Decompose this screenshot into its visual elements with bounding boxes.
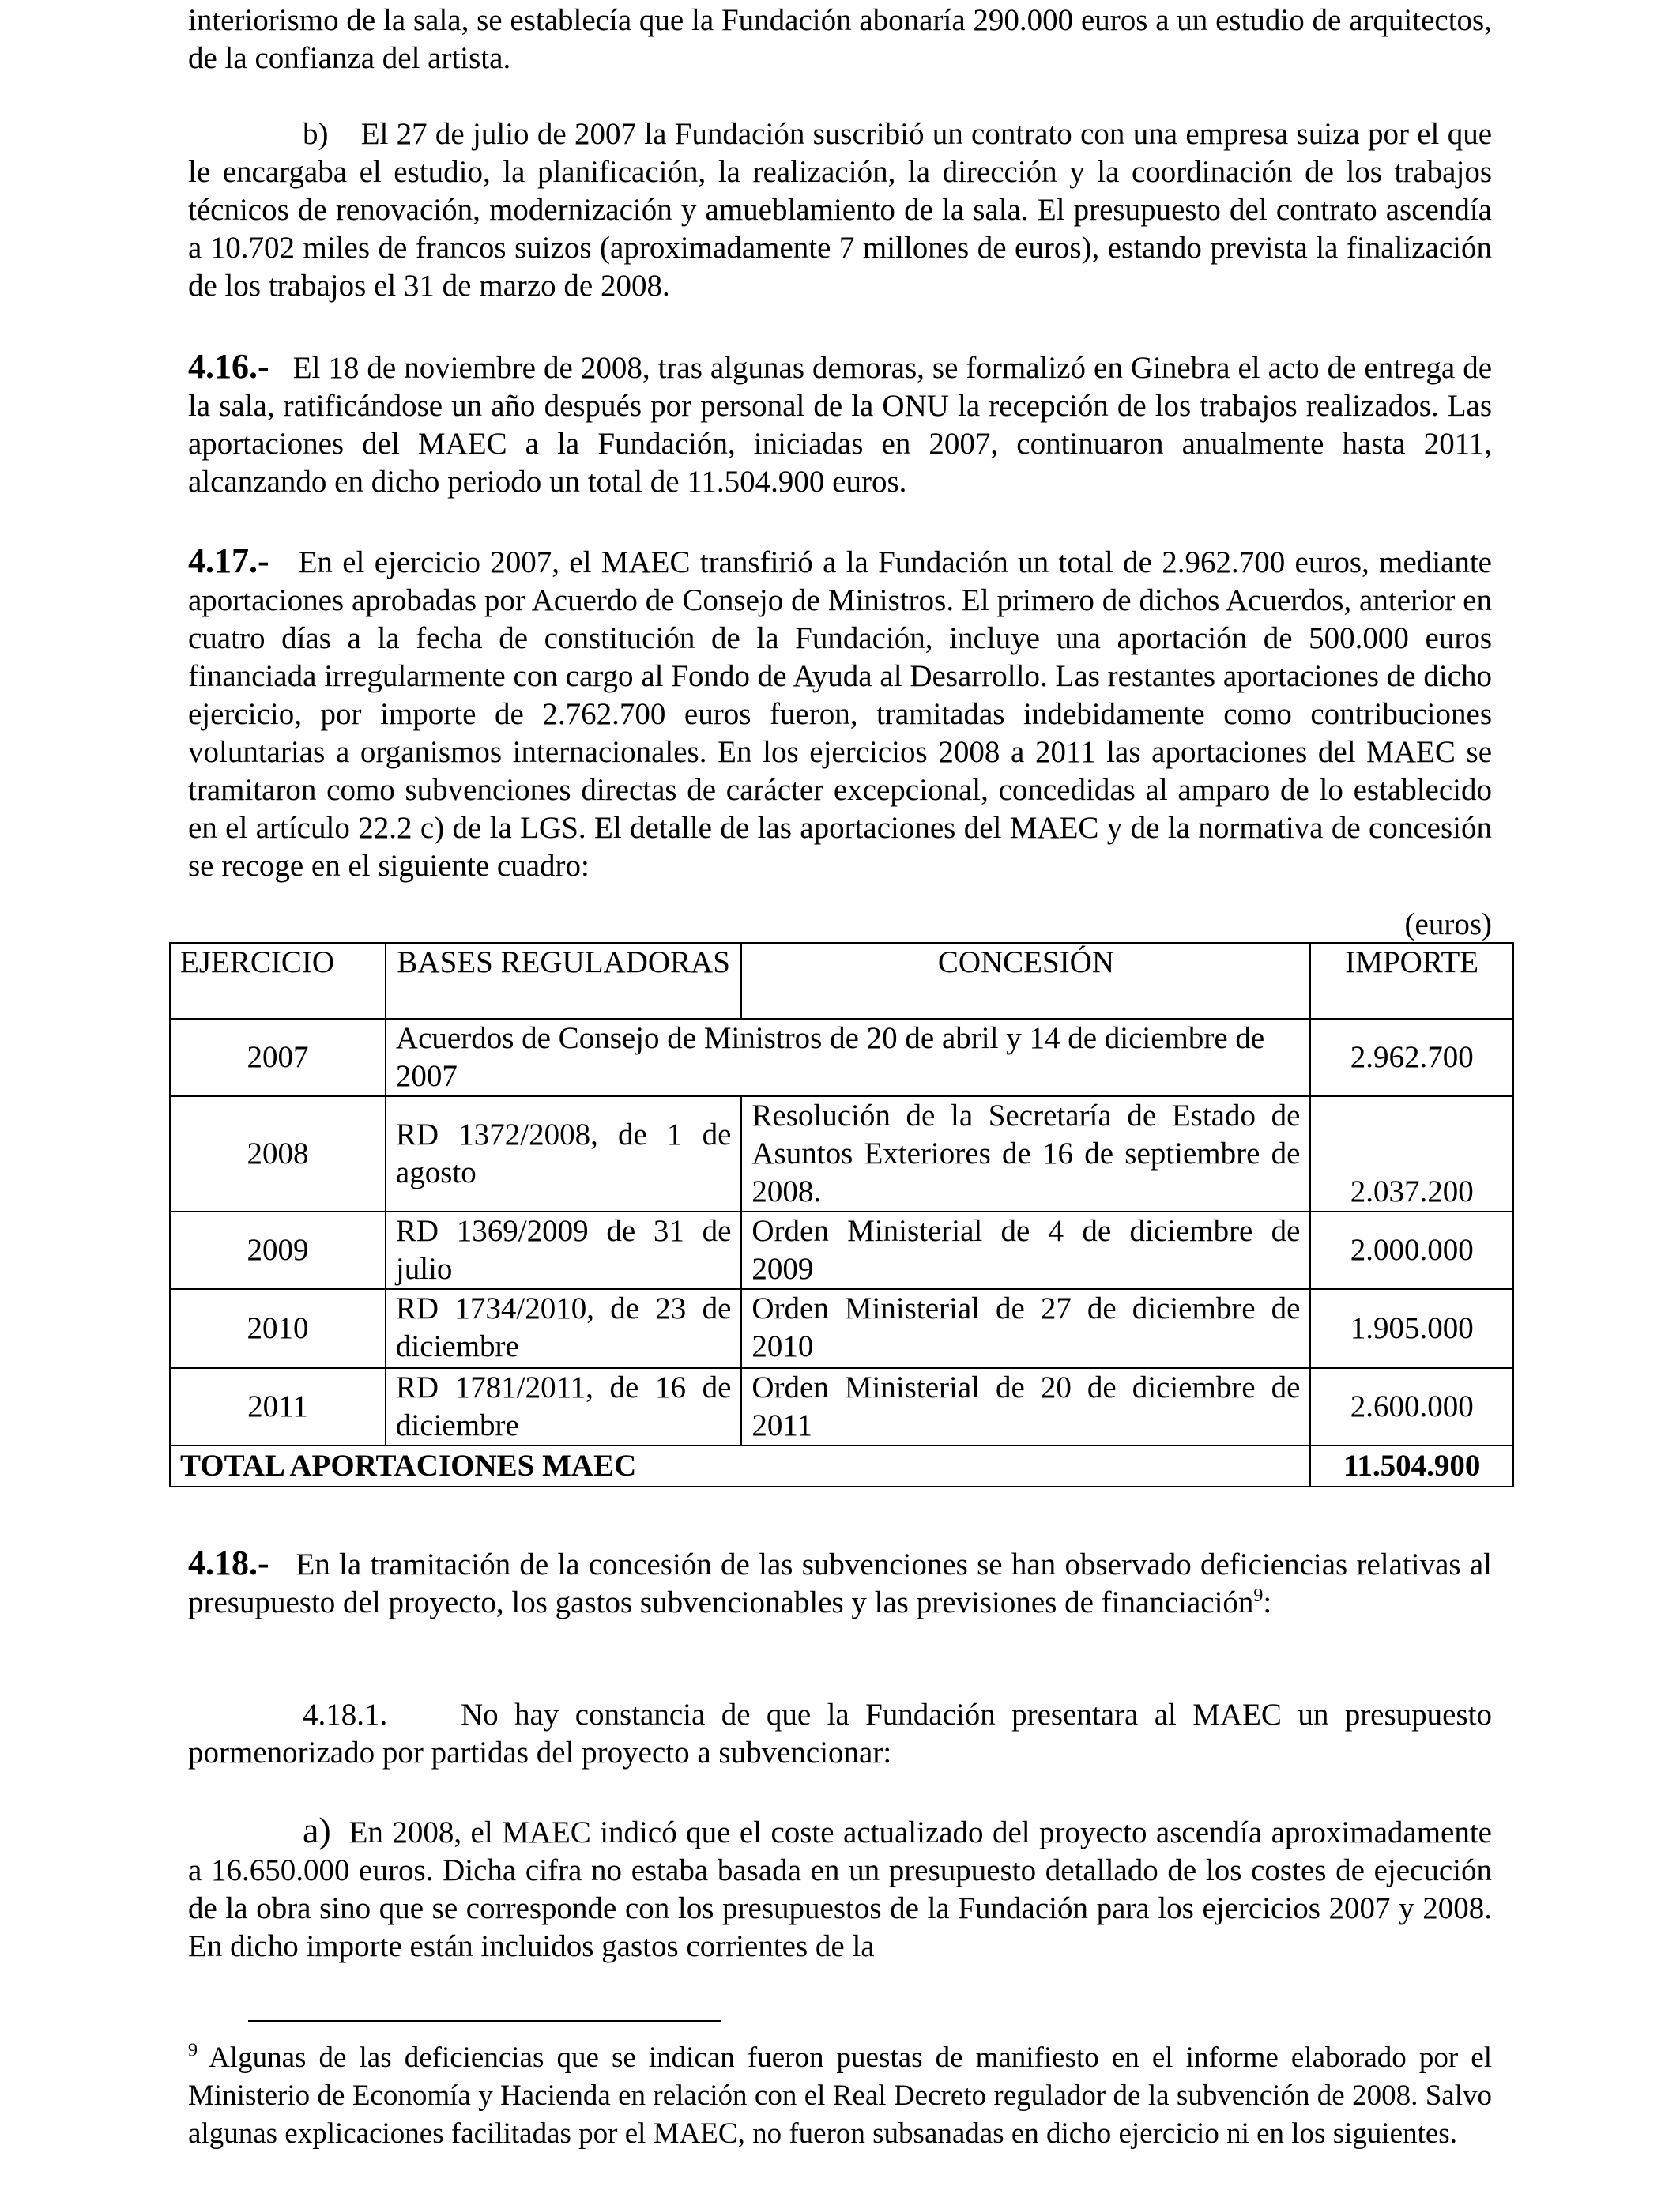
table-row xyxy=(170,1289,1513,1368)
cell-bases: RD 1781/2011, de 16 de diciembre xyxy=(386,1368,741,1446)
cell-bases-concesion: Acuerdos de Consejo de Ministros de 20 de abril y 14 de diciembre de 2007 xyxy=(386,1019,1311,1096)
cell-bases: RD 1734/2010, de 23 de diciembre xyxy=(386,1289,741,1368)
cell-amount: 1.905.000 xyxy=(1310,1289,1513,1368)
cell-amount: 2.000.000 xyxy=(1310,1212,1513,1289)
section-4-17 xyxy=(188,542,1492,885)
footnote-separator xyxy=(248,2020,721,2022)
cell-concesion: Resolución de la Secretaría de Estado de Asuntos Exteriores de 16 de septiembre de 2008. xyxy=(741,1096,1310,1212)
cell-amount: 2.962.700 xyxy=(1310,1019,1513,1096)
section-number: 4.17.- xyxy=(188,541,269,580)
section-text: En la tramitación de la concesión de las subvenciones se han observado deficiencias relativas al presupuesto del proyecto, los gastos subvencionables y las previsiones de financiación xyxy=(188,1547,1493,1619)
footnote-reference: 9 xyxy=(1253,1585,1264,1606)
section-number: 4.18.- xyxy=(188,1544,269,1582)
section-4-18 xyxy=(188,1544,1492,1622)
section-4-18-1-a xyxy=(188,1811,1492,1966)
contributions-table xyxy=(169,942,1514,1487)
cell-concesion: Orden Ministerial de 4 de diciembre de 2009 xyxy=(741,1212,1310,1289)
table-row xyxy=(170,1212,1513,1289)
section-text: El 18 de noviembre de 2008, tras algunas demoras, se formalizó en Ginebra el acto de entrega de la sala, ratificándose un año después por personal de la ONU la recepción de los trabajos realizados. Las aportaciones del MAEC a la Fundación, iniciadas en 2007, continuaron anualmente hasta 2011, alcanzando en dicho periodo un total de 11.504.900 euros. xyxy=(188,351,1493,499)
footnote-number: 9 xyxy=(188,2040,198,2061)
cell-year: 2009 xyxy=(170,1212,386,1289)
intro-paragraph-a-tail: interiorismo de la sala, se establecía que la Fundación abonaría 290.000 euros a un estudio de arquitectos, de la confianza del artista. xyxy=(188,3,1492,75)
cell-amount: 2.600.000 xyxy=(1310,1368,1513,1446)
cell-bases: RD 1369/2009 de 31 de julio xyxy=(386,1212,741,1289)
section-text: En el ejercicio 2007, el MAEC transfirió a la Fundación un total de 2.962.700 euros, mediante aportaciones aprobadas por Acuerdo de Consejo de Ministros. El primero de dichos Acuerdos, anterior en cuatro días a la fecha de constitución de la Fundación, incluye una aportación de 500.000 euros financiada irregularmente con cargo al Fondo de Ayuda al Desarrollo. Las restantes aportaciones de dicho ejercicio, por importe de 2.762.700 euros fueron, tramitadas indebidamente como contribuciones voluntarias a organismos internacionales. En los ejercicios 2008 a 2011 las aportaciones del MAEC se tramitaron como subvenciones directas de carácter excepcional, concedidas al amparo de lo establecido en el artículo 22.2 c) de la LGS. El detalle de las aportaciones del MAEC y de la normativa de concesión se recoge en el siguiente cuadro: xyxy=(188,545,1492,883)
total-label: TOTAL APORTACIONES MAEC xyxy=(170,1446,1310,1487)
paragraph-b-text: El 27 de julio de 2007 la Fundación suscribió un contrato con una empresa suiza por el que le encargaba el estudio, la planificación, la realización, la dirección y la coordinación de los trabajos técnicos de renovación, modernización y amueblamiento de la sala. El presupuesto del contrato ascendía a 10.702 miles de francos suizos (aproximadamente 7 millones de euros), estando prevista la finalización de los trabajos el 31 de marzo de 2008. xyxy=(188,117,1492,303)
header-ejercicio: EJERCICIO xyxy=(170,943,386,1019)
paragraph-b-label: b) xyxy=(303,117,329,151)
item-label: a) xyxy=(303,1810,331,1850)
cell-bases: RD 1372/2008, de 1 de agosto xyxy=(386,1096,741,1212)
table-row xyxy=(170,1096,1513,1212)
total-amount: 11.504.900 xyxy=(1310,1446,1513,1487)
table-total-row xyxy=(170,1446,1513,1487)
section-4-16 xyxy=(188,348,1492,501)
table-row xyxy=(170,1368,1513,1446)
cell-year: 2008 xyxy=(170,1096,386,1212)
footnote xyxy=(188,2039,1492,2153)
section-text-tail: : xyxy=(1263,1585,1272,1619)
item-text: En 2008, el MAEC indicó que el coste actualizado del proyecto ascendía aproximadamente a 16.650.000 euros. Dicha cifra no estaba basada en un presupuesto detallado de los costes de ejecución de la obra sino que se corresponde con los presupuestos de la Fundación para los ejercicios 2007 y 2008. En dicho importe están incluidos gastos corrientes de la xyxy=(188,1815,1492,1963)
cell-year: 2007 xyxy=(170,1019,386,1096)
cell-year: 2010 xyxy=(170,1289,386,1368)
cell-amount: 2.037.200 xyxy=(1310,1096,1513,1212)
subsection-number: 4.18.1. xyxy=(303,1698,388,1732)
cell-concesion: Orden Ministerial de 27 de diciembre de 2010 xyxy=(741,1289,1310,1368)
section-4-18-1 xyxy=(188,1696,1492,1772)
header-concesion: CONCESIÓN xyxy=(741,943,1310,1019)
table-header-row xyxy=(170,943,1513,1019)
table-units-label: (euros) xyxy=(1404,907,1492,941)
cell-year: 2011 xyxy=(170,1368,386,1446)
header-importe: IMPORTE xyxy=(1310,943,1513,1019)
table-row xyxy=(170,1019,1513,1096)
header-bases: BASES REGULADORAS xyxy=(386,943,741,1019)
cell-concesion: Orden Ministerial de 20 de diciembre de 2011 xyxy=(741,1368,1310,1446)
subsection-text: No hay constancia de que la Fundación presentara al MAEC un presupuesto pormenorizado por partidas del proyecto a subvencionar: xyxy=(188,1698,1492,1770)
section-number: 4.16.- xyxy=(188,347,269,386)
footnote-text: Algunas de las deficiencias que se indican fueron puestas de manifiesto en el informe elaborado por el Ministerio de Economía y Hacienda en relación con el Real Decreto regulador de la subvención de 2008. Salvo algunas explicaciones facilitadas por el MAEC, no fueron subsanadas en dicho ejercicio ni en los siguientes. xyxy=(188,2041,1492,2150)
intro-paragraph-b xyxy=(188,115,1492,305)
